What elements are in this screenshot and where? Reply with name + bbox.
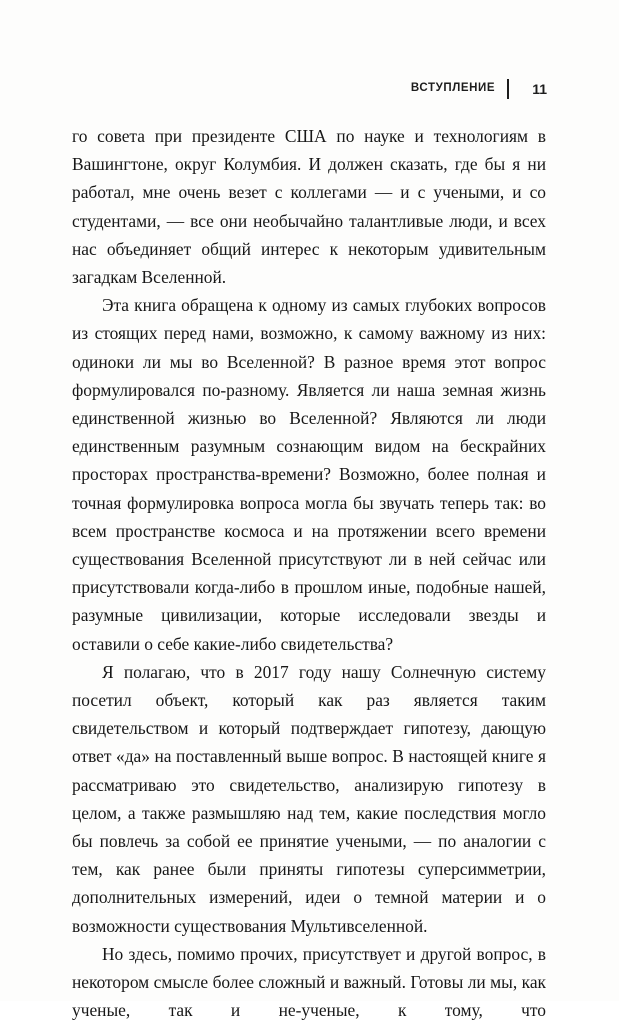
paragraph: Но здесь, помимо прочих, присутствует и другой вопрос, в некотором смысле более сложный и важный. Готовы ли мы, как ученые, так и не-ученые, к тому, что xyxy=(72,943,546,1021)
page-number: 11 xyxy=(532,81,547,97)
paragraph: Эта книга обращена к одному из самых глубоких вопросов из стоящих перед нами, возможно, к самому важному из них: одиноки ли мы во Вселенной? В разное время этот вопрос формулировался по-разному. Является ли наша земная жизнь единственной жизнью во Вселенной? Являются ли люди единственным разумным сознающим видом на бескрайних просторах пространства-времени? Возможно, более полная и точная формулировка вопроса могла бы звучать теперь так: во всем пространстве космоса и на протяжении всего времени существования Вселенной присутствуют ли в ней сейчас или присутствовали когда-либо в прошлом иные, подобные нашей, разумные цивилизации, которые исследовали звезды и оставили о себе какие-либо свидетельства? xyxy=(72,295,546,654)
paragraph-continuation: го совета при президенте США по науке и технологиям в Вашингтоне, округ Колумбия. И должен сказать, где бы я ни работал, мне очень везет с коллегами — и с учеными, и со студентами, — все они необычайно талантливые люди, и всех нас объединяет общий интерес к некоторым удивительным загадкам Вселенной. xyxy=(72,126,546,288)
running-title: ВСТУПЛЕНИЕ xyxy=(410,82,496,95)
page-header xyxy=(411,78,547,100)
paragraph: Я полагаю, что в 2017 году нашу Солнечную систему посетил объект, который как раз является таким свидетельством и который подтверждает гипотезу, дающую ответ «да» на поставленный выше вопрос. В настоящей книге я рассматриваю это свидетельство, анализирую гипотезу в целом, а также размышляю над тем, какие последствия могло бы повлечь за собой ее принятие учеными, — по аналогии с тем, как ранее были приняты гипотезы суперсимметрии, дополнительных измерений, идеи о темной материи и о возможности существования Мультивселенной. xyxy=(72,661,546,936)
body-text xyxy=(72,122,546,1025)
